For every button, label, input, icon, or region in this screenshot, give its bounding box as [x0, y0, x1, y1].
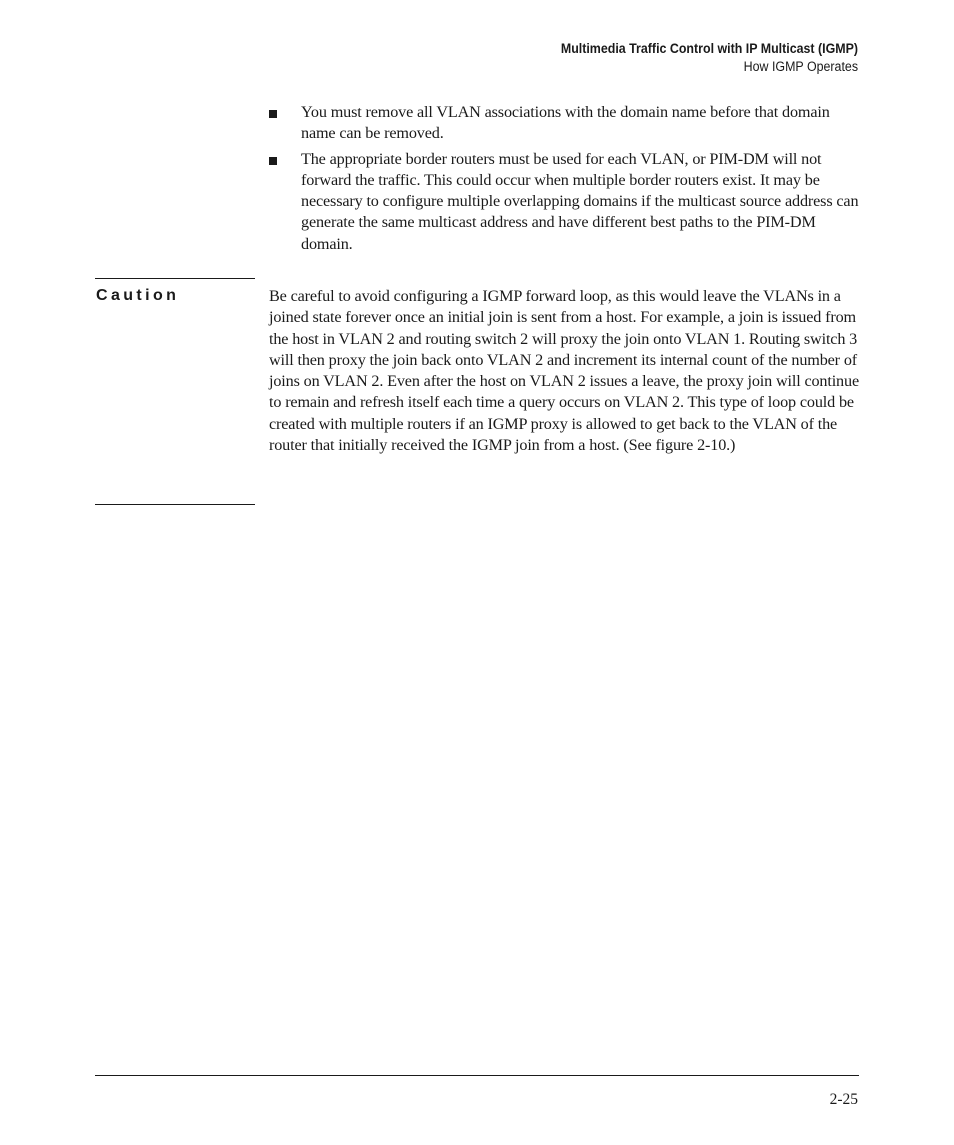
chapter-title: Multimedia Traffic Control with IP Multicast (IGMP)	[560, 41, 858, 56]
running-header	[535, 40, 858, 76]
square-bullet-icon	[269, 157, 277, 165]
page-number: 2-25	[829, 1091, 858, 1108]
caution-label: Caution	[96, 287, 180, 304]
section-title: How IGMP Operates	[743, 59, 858, 74]
footer-rule	[95, 1075, 859, 1076]
list-item-text: The appropriate border routers must be used for each VLAN, or PIM-DM will not forward the traffic. This could occur when multiple border routers exist. It may be necessary to configure multiple overlapping domains if the multicast source address can generate the same multicast address and have different best paths to the PIM-DM domain.	[301, 149, 859, 253]
list-item	[268, 102, 860, 145]
caution-top-rule	[95, 278, 255, 279]
caution-bottom-rule	[95, 504, 255, 505]
caution-text: Be careful to avoid configuring a IGMP forward loop, as this would leave the VLANs in a joined state forever once an initial join is sent from a host. For example, a join is issued from the host in VLAN 2 and routing switch 2 will proxy the join onto VLAN 1. Routing switch 3 will then proxy the join back onto VLAN 2 and increment its internal count of the number of joins on VLAN 2. Even after the host on VLAN 2 issues a leave, the proxy join will continue to remain and refresh itself each time a query occurs on VLAN 2. This type of loop could be created with multiple routers if an IGMP proxy is allowed to get back to the VLAN of the router that initially received the IGMP join from a host. (See figure 2-10.)	[269, 287, 859, 455]
list-item	[268, 149, 860, 255]
list-item-text: You must remove all VLAN associations with the domain name before that domain name can be removed.	[301, 103, 830, 143]
square-bullet-icon	[269, 110, 277, 118]
bullet-list	[268, 102, 860, 259]
